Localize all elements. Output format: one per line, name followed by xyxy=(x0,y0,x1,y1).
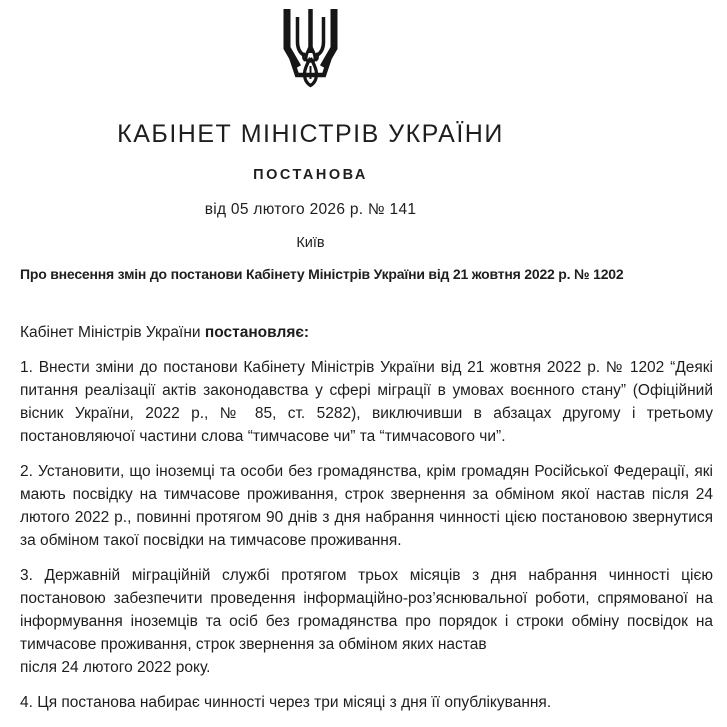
enacting-clause-text: Кабінет Міністрів України xyxy=(20,324,205,341)
document-type: ПОСТАНОВА xyxy=(253,167,368,183)
paragraph-3-text: 3. Державній міграційній службі протягом трьох місяців з дня набрання чинності цією постановою забезпечити проведення інформаційно-роз’яснювальної роботи, спрямованої на інформування іноземців та осіб без громадянства про порядок і строки обміну посвідок на тимчасове проживання, строк звернення за обміном яких настав xyxy=(20,567,713,653)
date-number-line: від 05 лютого 2026 р. № 141 xyxy=(204,201,417,218)
paragraph-3 xyxy=(20,564,713,679)
document-title: Про внесення змін до постанови Кабінету Міністрів України від 21 жовтня 2022 р. № 1202 xyxy=(20,266,624,282)
document-header xyxy=(20,8,624,284)
paragraph-1-text: 1. Внести зміни до постанови Кабінету Міністрів України від 21 жовтня 2022 р. № 1202 “Деякі питання реалізації актів законодавства у сфері міграції в умовах воєнного стану” (Офіційний вісник України, 2022 р., № 85, ст. 5282), виключивши в абзацах другому і третьому постановляючої частини слова “тимчасове чи” та “тимчасового чи”. xyxy=(20,359,713,445)
tryzub-emblem-icon xyxy=(282,8,339,88)
paragraph-3-continued-text: після 24 лютого 2022 року. xyxy=(20,659,211,676)
enacting-clause xyxy=(20,322,713,344)
paragraph-2-text: 2. Установити, що іноземці та особи без громадянства, крім громадян Російської Федерації, які мають посвідку на тимчасове проживання, строк звернення за обміном якої настав після 24 лютого 2022 р., повинні протягом 90 днів з дня набрання чинності цією постановою звернутися за обміном такої посвідки на тимчасове проживання. xyxy=(20,463,713,549)
enacting-clause-bold-text: постановляє: xyxy=(204,324,310,341)
document-body xyxy=(20,322,713,714)
paragraph-2 xyxy=(20,460,713,552)
organization-name: КАБІНЕТ МІНІСТРІВ УКРАЇНИ xyxy=(117,120,504,148)
paragraph-1 xyxy=(20,356,713,448)
paragraph-4 xyxy=(20,691,713,714)
paragraph-4-text: 4. Ця постанова набирає чинності через три місяці з дня її опублікування. xyxy=(20,694,552,711)
city-label: Київ xyxy=(296,235,325,251)
